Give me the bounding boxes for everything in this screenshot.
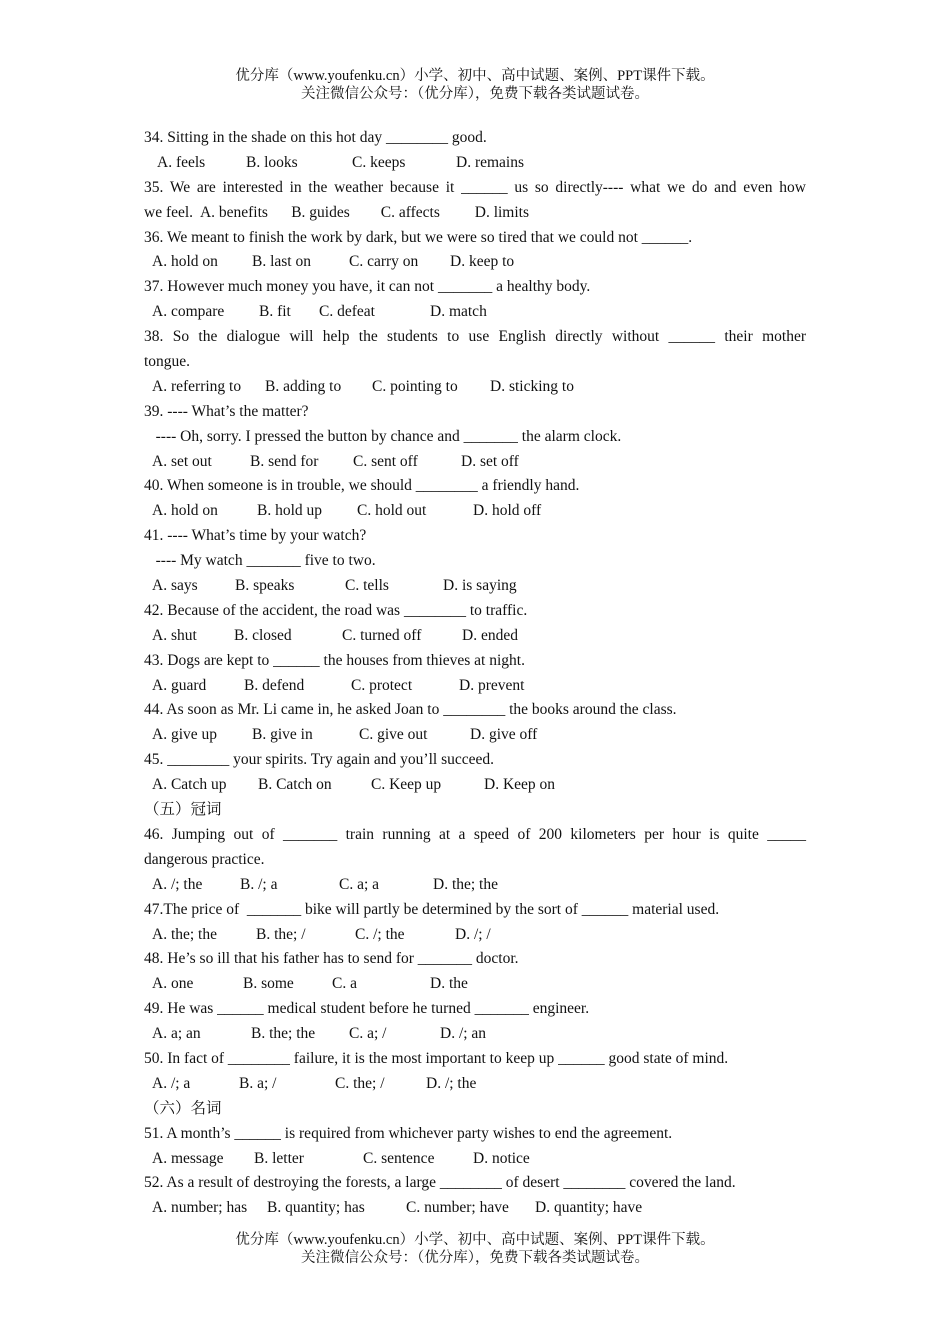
text-line: 52. As a result of destroying the forests, a large ________ of desert ________ covered the land.: [144, 1174, 736, 1192]
answer-option: C. a; /: [349, 1025, 387, 1043]
answer-option: C. keeps: [352, 153, 406, 171]
text-line: 36. We meant to finish the work by dark, but we were so tired that we could not ______.: [144, 228, 693, 246]
options-line: [144, 923, 806, 948]
answer-option: D. keep to: [450, 253, 515, 271]
answer-option: B. last on: [252, 253, 311, 271]
text-line: 37. However much money you have, it can not _______ a healthy body.: [144, 278, 591, 296]
answer-option: C. tells: [345, 577, 389, 595]
text-line: ---- Oh, sorry. I pressed the button by chance and _______ the alarm clock.: [144, 427, 622, 445]
answer-option: C. the; /: [335, 1074, 385, 1092]
answer-option: B. quantity; has: [267, 1199, 365, 1217]
text-line: 39. ---- What’s the matter?: [144, 402, 309, 420]
options-line: [144, 151, 806, 176]
text-line: （五）冠词: [144, 801, 222, 819]
answer-option: B. Catch on: [258, 776, 332, 794]
text-line: 41. ---- What’s time by your watch?: [144, 527, 367, 545]
page-header: [0, 67, 950, 103]
answer-option: D. give off: [470, 726, 538, 744]
text-line: 44. As soon as Mr. Li came in, he asked Joan to ________ the books around the class.: [144, 701, 677, 719]
answer-option: C. number; have: [406, 1199, 509, 1217]
options-line: [144, 624, 806, 649]
options-line: [144, 674, 806, 699]
header-line-1: 优分库（www.youfenku.cn）小学、初中、高中试题、案例、PPT课件下载。: [235, 68, 715, 84]
answer-option: C. Keep up: [371, 776, 442, 794]
answer-option: A. Catch up: [152, 776, 227, 794]
answer-option: D. /; the: [426, 1074, 477, 1092]
options-line: [144, 1196, 806, 1221]
answer-option: B. speaks: [235, 577, 295, 595]
text-line: （六）名词: [144, 1099, 222, 1117]
text-line: 35. We are interested in the weather because it ______ us so directly---- what we do and even how: [144, 178, 806, 196]
page-footer: [0, 1231, 950, 1267]
text-line: 48. He’s so ill that his father has to send for _______ doctor.: [144, 950, 519, 968]
answer-option: A. the; the: [152, 925, 217, 943]
text-line: 34. Sitting in the shade on this hot day ________ good.: [144, 129, 487, 146]
answer-option: C. defeat: [319, 303, 375, 321]
text-line: 42. Because of the accident, the road was ________ to traffic.: [144, 601, 528, 619]
answer-option: D. set off: [461, 452, 519, 470]
answer-option: C. hold out: [357, 502, 427, 520]
text-line: 51. A month’s ______ is required from whichever party wishes to end the agreement.: [144, 1124, 673, 1142]
answer-option: A. hold on: [152, 502, 218, 520]
answer-option: C. sent off: [353, 452, 418, 470]
answer-option: D. /; an: [440, 1025, 487, 1043]
text-line: 38. So the dialogue will help the students to use English directly without ______ their mother: [144, 328, 806, 346]
answer-option: C. a; a: [339, 875, 380, 893]
answer-option: D. hold off: [473, 502, 542, 520]
answer-option: B. closed: [234, 626, 292, 644]
footer-line-2: 关注微信公众号：（优分库），免费下载各类试题试卷。: [301, 1250, 649, 1266]
answer-option: C. give out: [359, 726, 428, 744]
answer-option: B. looks: [246, 153, 298, 171]
answer-option: A. message: [152, 1149, 224, 1167]
answer-option: B. a; /: [239, 1074, 277, 1092]
answer-option: B. letter: [254, 1149, 304, 1167]
answer-option: A. referring to: [152, 377, 242, 395]
text-line: 50. In fact of ________ failure, it is the most important to keep up ______ good state of mind.: [144, 1049, 729, 1067]
answer-option: D. sticking to: [490, 377, 574, 395]
options-line: [144, 499, 806, 524]
answer-option: D. is saying: [443, 577, 517, 595]
options-line: [144, 1022, 806, 1047]
options-line: [144, 972, 806, 997]
answer-option: B. some: [243, 975, 294, 993]
text-line: we feel. A. benefits B. guides C. affects D. limits: [144, 203, 530, 221]
options-line: [144, 1147, 806, 1172]
answer-option: C. pointing to: [372, 377, 458, 395]
answer-option: D. prevent: [459, 676, 525, 694]
text-line: tongue.: [144, 353, 191, 371]
text-line: 43. Dogs are kept to ______ the houses from thieves at night.: [144, 651, 525, 669]
answer-option: C. turned off: [342, 626, 422, 644]
answer-option: B. defend: [244, 676, 305, 694]
answer-option: D. remains: [456, 153, 525, 171]
answer-option: B. /; a: [240, 875, 278, 893]
answer-option: A. /; a: [152, 1074, 191, 1092]
answer-option: A. /; the: [152, 875, 203, 893]
options-line: [144, 300, 806, 325]
text-line: dangerous practice.: [144, 850, 265, 868]
answer-option: A. number; has: [152, 1199, 248, 1217]
answer-option: B. adding to: [265, 377, 342, 395]
answer-option: A. compare: [152, 303, 225, 321]
answer-option: C. protect: [351, 676, 413, 694]
answer-option: B. hold up: [257, 502, 323, 520]
answer-option: B. fit: [259, 303, 291, 321]
answer-option: A. hold on: [152, 253, 218, 271]
text-line: 47.The price of _______ bike will partly be determined by the sort of ______ material used.: [144, 900, 720, 918]
answer-option: D. ended: [462, 626, 518, 644]
text-line: 46. Jumping out of _______ train running at a speed of 200 kilometers per hour is quite _____: [144, 825, 806, 843]
answer-option: A. says: [152, 577, 198, 595]
options-line: [144, 250, 806, 275]
answer-option: A. guard: [152, 676, 207, 694]
answer-option: D. the; the: [433, 875, 498, 893]
options-line: [144, 773, 806, 798]
answer-option: A. shut: [152, 626, 197, 644]
answer-option: B. give in: [252, 726, 313, 744]
text-line: 40. When someone is in trouble, we should ________ a friendly hand.: [144, 477, 580, 495]
answer-option: C. carry on: [349, 253, 419, 271]
answer-option: D. match: [430, 303, 487, 321]
answer-option: D. Keep on: [484, 776, 556, 794]
header-line-2: 关注微信公众号：（优分库），免费下载各类试题试卷。: [301, 86, 649, 102]
options-line: [144, 574, 806, 599]
answer-option: B. the; the: [251, 1025, 316, 1043]
answer-option: C. a: [332, 975, 357, 993]
answer-option: D. quantity; have: [535, 1199, 643, 1217]
options-line: [144, 375, 806, 400]
answer-option: A. give up: [152, 726, 218, 744]
answer-option: B. send for: [250, 452, 319, 470]
options-line: [144, 723, 806, 748]
answer-option: A. one: [152, 975, 194, 993]
footer-line-1: 优分库（www.youfenku.cn）小学、初中、高中试题、案例、PPT课件下载。: [235, 1232, 715, 1248]
text-line: 49. He was ______ medical student before he turned _______ engineer.: [144, 1000, 590, 1018]
question-content: [144, 126, 806, 1221]
text-line: ---- My watch _______ five to two.: [144, 552, 376, 570]
options-line: [144, 1072, 806, 1097]
answer-option: D. the: [430, 975, 468, 993]
answer-option: A. set out: [152, 452, 212, 470]
answer-option: D. /; /: [455, 925, 491, 943]
answer-option: C. sentence: [363, 1149, 435, 1167]
options-line: [144, 450, 806, 475]
answer-option: D. notice: [473, 1149, 530, 1167]
answer-option: C. /; the: [355, 925, 405, 943]
text-line: 45. ________ your spirits. Try again and you’ll succeed.: [144, 751, 495, 769]
options-line: [144, 873, 806, 898]
answer-option: B. the; /: [256, 925, 306, 943]
answer-option: A. a; an: [152, 1025, 201, 1043]
answer-option: A. feels: [157, 153, 206, 171]
